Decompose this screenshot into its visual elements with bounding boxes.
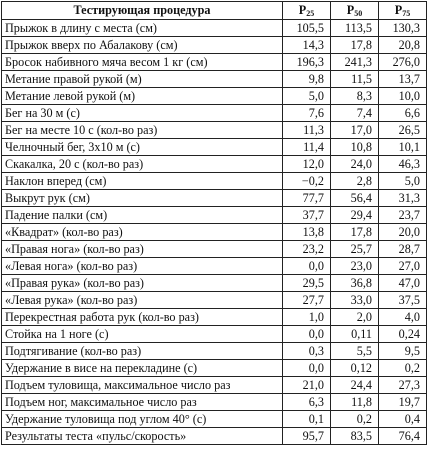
- cell-procedure: Подъем ног, максимальное число раз: [2, 394, 283, 411]
- cell-p50: 10,8: [331, 139, 379, 156]
- cell-p25: 11,3: [283, 122, 331, 139]
- cell-p50: 29,4: [331, 207, 379, 224]
- cell-p25: 23,2: [283, 241, 331, 258]
- cell-p50: 5,5: [331, 343, 379, 360]
- cell-p25: 196,3: [283, 54, 331, 71]
- table-row: [2, 156, 427, 173]
- table-row: [2, 173, 427, 190]
- cell-p50: 17,0: [331, 122, 379, 139]
- cell-p50: 11,8: [331, 394, 379, 411]
- header-p25-sub: 25: [306, 9, 315, 19]
- cell-p25: 0,0: [283, 258, 331, 275]
- cell-p25: 77,7: [283, 190, 331, 207]
- cell-p25: 95,7: [283, 428, 331, 445]
- cell-p75: 19,7: [379, 394, 427, 411]
- table-row: [2, 71, 427, 88]
- table-row: [2, 241, 427, 258]
- cell-procedure: Метание левой рукой (м): [2, 88, 283, 105]
- table-row: [2, 105, 427, 122]
- table-row: [2, 224, 427, 241]
- cell-p75: 10,0: [379, 88, 427, 105]
- cell-p50: 24,0: [331, 156, 379, 173]
- cell-p50: 2,0: [331, 309, 379, 326]
- table-body: [2, 20, 427, 445]
- cell-p50: 7,4: [331, 105, 379, 122]
- table-row: [2, 275, 427, 292]
- cell-p75: 0,2: [379, 360, 427, 377]
- header-p75: [379, 2, 427, 20]
- cell-p75: 23,7: [379, 207, 427, 224]
- cell-p25: 0,3: [283, 343, 331, 360]
- cell-p50: 8,3: [331, 88, 379, 105]
- cell-procedure: «Левая нога» (кол-во раз): [2, 258, 283, 275]
- cell-p25: −0,2: [283, 173, 331, 190]
- cell-procedure: «Левая рука» (кол-во раз): [2, 292, 283, 309]
- cell-procedure: Падение палки (см): [2, 207, 283, 224]
- cell-p75: 20,8: [379, 37, 427, 54]
- header-p50: [331, 2, 379, 20]
- cell-p25: 105,5: [283, 20, 331, 37]
- table-row: [2, 88, 427, 105]
- table-row: [2, 428, 427, 445]
- cell-p50: 0,2: [331, 411, 379, 428]
- cell-procedure: Наклон вперед (см): [2, 173, 283, 190]
- cell-p25: 0,0: [283, 360, 331, 377]
- cell-procedure: «Квадрат» (кол-во раз): [2, 224, 283, 241]
- table-row: [2, 411, 427, 428]
- cell-procedure: Бег на 30 м (с): [2, 105, 283, 122]
- header-p25-letter: P: [298, 3, 307, 18]
- table-row: [2, 207, 427, 224]
- cell-procedure: Бег на месте 10 с (кол-во раз): [2, 122, 283, 139]
- cell-procedure: Челночный бег, 3х10 м (с): [2, 139, 283, 156]
- table-row: [2, 122, 427, 139]
- cell-p50: 2,8: [331, 173, 379, 190]
- cell-p50: 0,11: [331, 326, 379, 343]
- cell-p75: 27,3: [379, 377, 427, 394]
- cell-p25: 5,0: [283, 88, 331, 105]
- table-row: [2, 139, 427, 156]
- cell-p75: 10,1: [379, 139, 427, 156]
- cell-p50: 36,8: [331, 275, 379, 292]
- table-row: [2, 360, 427, 377]
- table-row: [2, 37, 427, 54]
- cell-procedure: Скакалка, 20 с (кол-во раз): [2, 156, 283, 173]
- cell-p75: 0,24: [379, 326, 427, 343]
- cell-p25: 0,0: [283, 326, 331, 343]
- cell-p25: 6,3: [283, 394, 331, 411]
- table-row: [2, 258, 427, 275]
- cell-p50: 25,7: [331, 241, 379, 258]
- cell-p50: 33,0: [331, 292, 379, 309]
- cell-p75: 26,5: [379, 122, 427, 139]
- table-row: [2, 309, 427, 326]
- cell-procedure: Метание правой рукой (м): [2, 71, 283, 88]
- cell-p75: 13,7: [379, 71, 427, 88]
- cell-procedure: «Правая рука» (кол-во раз): [2, 275, 283, 292]
- cell-p25: 7,6: [283, 105, 331, 122]
- cell-p75: 130,3: [379, 20, 427, 37]
- cell-procedure: Результаты теста «пульс/скорость»: [2, 428, 283, 445]
- cell-procedure: Прыжок вверх по Абалакову (см): [2, 37, 283, 54]
- cell-p75: 37,5: [379, 292, 427, 309]
- cell-p75: 9,5: [379, 343, 427, 360]
- header-p75-letter: P: [394, 3, 403, 18]
- cell-procedure: Перекрестная работа рук (кол-во раз): [2, 309, 283, 326]
- cell-p25: 0,1: [283, 411, 331, 428]
- table-header-row: [2, 2, 427, 20]
- header-procedure: Тестирующая процедура: [2, 2, 283, 20]
- header-p25: [283, 2, 331, 20]
- cell-p50: 113,5: [331, 20, 379, 37]
- cell-p75: 47,0: [379, 275, 427, 292]
- table-row: [2, 343, 427, 360]
- table-row: [2, 292, 427, 309]
- cell-p25: 12,0: [283, 156, 331, 173]
- cell-p75: 31,3: [379, 190, 427, 207]
- cell-p75: 5,0: [379, 173, 427, 190]
- cell-procedure: Выкрут рук (см): [2, 190, 283, 207]
- table-row: [2, 377, 427, 394]
- cell-p25: 13,8: [283, 224, 331, 241]
- cell-procedure: Бросок набивного мяча весом 1 кг (см): [2, 54, 283, 71]
- cell-p25: 27,7: [283, 292, 331, 309]
- cell-p75: 46,3: [379, 156, 427, 173]
- cell-p50: 56,4: [331, 190, 379, 207]
- header-p50-sub: 50: [354, 9, 363, 19]
- cell-p75: 28,7: [379, 241, 427, 258]
- table-row: [2, 190, 427, 207]
- cell-p25: 21,0: [283, 377, 331, 394]
- cell-p75: 0,4: [379, 411, 427, 428]
- table-row: [2, 54, 427, 71]
- cell-p25: 29,5: [283, 275, 331, 292]
- cell-p50: 17,8: [331, 224, 379, 241]
- cell-procedure: «Правая нога» (кол-во раз): [2, 241, 283, 258]
- cell-p75: 4,0: [379, 309, 427, 326]
- header-p50-letter: P: [346, 3, 355, 18]
- cell-p75: 276,0: [379, 54, 427, 71]
- cell-p50: 83,5: [331, 428, 379, 445]
- cell-procedure: Прыжок в длину с места (см): [2, 20, 283, 37]
- cell-p75: 20,0: [379, 224, 427, 241]
- table-row: [2, 20, 427, 37]
- cell-procedure: Подтягивание (кол-во раз): [2, 343, 283, 360]
- cell-p50: 23,0: [331, 258, 379, 275]
- table-row: [2, 326, 427, 343]
- cell-p25: 9,8: [283, 71, 331, 88]
- cell-p75: 27,0: [379, 258, 427, 275]
- cell-p25: 37,7: [283, 207, 331, 224]
- cell-procedure: Стойка на 1 ноге (с): [2, 326, 283, 343]
- cell-p25: 14,3: [283, 37, 331, 54]
- header-p75-sub: 75: [402, 9, 411, 19]
- cell-p75: 76,4: [379, 428, 427, 445]
- cell-p50: 17,8: [331, 37, 379, 54]
- cell-procedure: Удержание туловища под углом 40° (с): [2, 411, 283, 428]
- cell-p75: 6,6: [379, 105, 427, 122]
- cell-p25: 1,0: [283, 309, 331, 326]
- cell-p50: 0,12: [331, 360, 379, 377]
- table-row: [2, 394, 427, 411]
- cell-procedure: Подъем туловища, максимальное число раз: [2, 377, 283, 394]
- cell-p50: 11,5: [331, 71, 379, 88]
- cell-p25: 11,4: [283, 139, 331, 156]
- cell-procedure: Удержание в висе на перекладине (с): [2, 360, 283, 377]
- cell-p50: 241,3: [331, 54, 379, 71]
- cell-p50: 24,4: [331, 377, 379, 394]
- percentile-norms-table: [1, 1, 427, 445]
